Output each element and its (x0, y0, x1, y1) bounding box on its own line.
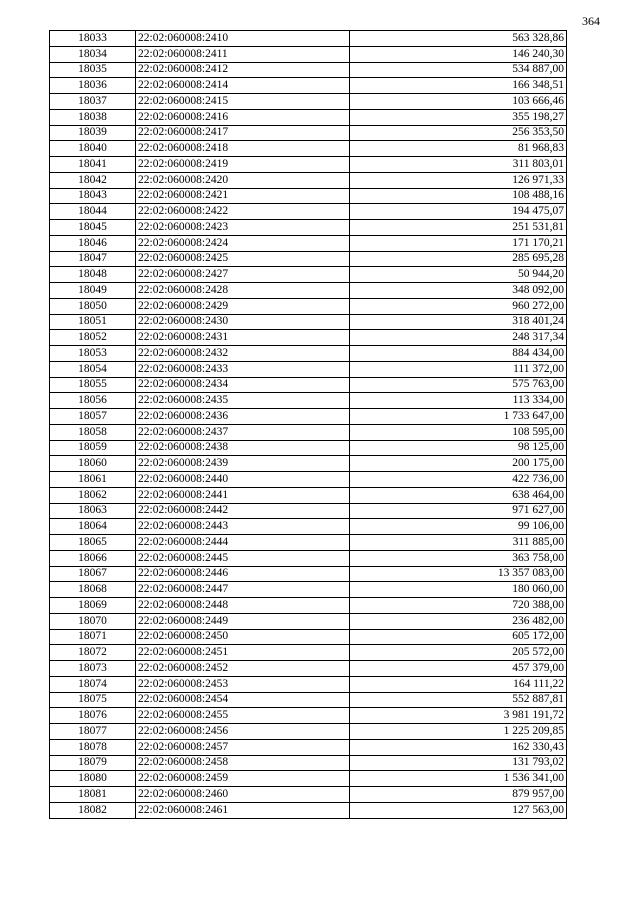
cadastral-value-cell: 1 536 341,00 (350, 771, 567, 787)
cadastral-number-cell: 22:02:060008:2446 (136, 566, 350, 582)
table-row (50, 456, 567, 472)
table-row (50, 141, 567, 157)
cadastral-value-cell: 638 464,00 (350, 487, 567, 503)
cadastral-value-cell: 1 225 209,85 (350, 724, 567, 740)
cadastral-number-cell: 22:02:060008:2411 (136, 46, 350, 62)
table-row (50, 46, 567, 62)
table-row (50, 235, 567, 251)
row-number-cell: 18035 (50, 62, 136, 78)
table-row (50, 377, 567, 393)
row-number-cell: 18050 (50, 298, 136, 314)
cadastral-value-cell: 108 595,00 (350, 424, 567, 440)
cadastral-number-cell: 22:02:060008:2424 (136, 235, 350, 251)
table-row (50, 755, 567, 771)
cadastral-value-cell: 13 357 083,00 (350, 566, 567, 582)
row-number-cell: 18049 (50, 283, 136, 299)
cadastral-value-cell: 256 353,50 (350, 125, 567, 141)
row-number-cell: 18066 (50, 550, 136, 566)
cadastral-number-cell: 22:02:060008:2450 (136, 629, 350, 645)
row-number-cell: 18055 (50, 377, 136, 393)
table-row (50, 330, 567, 346)
row-number-cell: 18045 (50, 220, 136, 236)
cadastral-number-cell: 22:02:060008:2452 (136, 661, 350, 677)
cadastral-number-cell: 22:02:060008:2459 (136, 771, 350, 787)
cadastral-number-cell: 22:02:060008:2427 (136, 267, 350, 283)
cadastral-number-cell: 22:02:060008:2455 (136, 708, 350, 724)
cadastral-value-cell: 355 198,27 (350, 109, 567, 125)
row-number-cell: 18058 (50, 424, 136, 440)
row-number-cell: 18044 (50, 204, 136, 220)
row-number-cell: 18046 (50, 235, 136, 251)
cadastral-number-cell: 22:02:060008:2438 (136, 440, 350, 456)
cadastral-number-cell: 22:02:060008:2460 (136, 787, 350, 803)
table-row (50, 708, 567, 724)
table-row (50, 613, 567, 629)
cadastral-number-cell: 22:02:060008:2436 (136, 409, 350, 425)
row-number-cell: 18064 (50, 519, 136, 535)
cadastral-value-cell: 131 793,02 (350, 755, 567, 771)
table-row (50, 724, 567, 740)
table-row (50, 550, 567, 566)
table-row (50, 109, 567, 125)
table-row (50, 472, 567, 488)
row-number-cell: 18054 (50, 361, 136, 377)
table-row (50, 62, 567, 78)
row-number-cell: 18040 (50, 141, 136, 157)
table-row (50, 346, 567, 362)
row-number-cell: 18039 (50, 125, 136, 141)
row-number-cell: 18062 (50, 487, 136, 503)
row-number-cell: 18073 (50, 661, 136, 677)
row-number-cell: 18082 (50, 802, 136, 818)
table-body (50, 31, 567, 819)
cadastral-number-cell: 22:02:060008:2454 (136, 692, 350, 708)
row-number-cell: 18041 (50, 157, 136, 173)
cadastral-value-cell: 575 763,00 (350, 377, 567, 393)
cadastral-value-cell: 248 317,34 (350, 330, 567, 346)
cadastral-number-cell: 22:02:060008:2447 (136, 582, 350, 598)
cadastral-number-cell: 22:02:060008:2423 (136, 220, 350, 236)
table-row (50, 78, 567, 94)
table-row (50, 393, 567, 409)
row-number-cell: 18075 (50, 692, 136, 708)
table-row (50, 787, 567, 803)
table-row (50, 298, 567, 314)
cadastral-value-cell: 879 957,00 (350, 787, 567, 803)
cadastral-number-cell: 22:02:060008:2412 (136, 62, 350, 78)
cadastral-number-cell: 22:02:060008:2425 (136, 251, 350, 267)
row-number-cell: 18043 (50, 188, 136, 204)
cadastral-value-cell: 311 885,00 (350, 535, 567, 551)
cadastral-value-cell: 363 758,00 (350, 550, 567, 566)
cadastral-number-cell: 22:02:060008:2439 (136, 456, 350, 472)
row-number-cell: 18074 (50, 676, 136, 692)
row-number-cell: 18052 (50, 330, 136, 346)
row-number-cell: 18034 (50, 46, 136, 62)
row-number-cell: 18056 (50, 393, 136, 409)
table-row (50, 125, 567, 141)
cadastral-number-cell: 22:02:060008:2456 (136, 724, 350, 740)
cadastral-number-cell: 22:02:060008:2433 (136, 361, 350, 377)
cadastral-number-cell: 22:02:060008:2441 (136, 487, 350, 503)
row-number-cell: 18059 (50, 440, 136, 456)
table-row (50, 692, 567, 708)
cadastral-number-cell: 22:02:060008:2440 (136, 472, 350, 488)
table-row (50, 409, 567, 425)
row-number-cell: 18081 (50, 787, 136, 803)
cadastral-value-cell: 457 379,00 (350, 661, 567, 677)
table-row (50, 802, 567, 818)
table-row (50, 535, 567, 551)
cadastral-number-cell: 22:02:060008:2422 (136, 204, 350, 220)
table-row (50, 566, 567, 582)
cadastral-value-table (49, 30, 567, 819)
cadastral-number-cell: 22:02:060008:2429 (136, 298, 350, 314)
cadastral-value-cell: 1 733 647,00 (350, 409, 567, 425)
row-number-cell: 18057 (50, 409, 136, 425)
cadastral-value-cell: 164 111,22 (350, 676, 567, 692)
row-number-cell: 18033 (50, 31, 136, 47)
row-number-cell: 18077 (50, 724, 136, 740)
cadastral-value-cell: 605 172,00 (350, 629, 567, 645)
table-row (50, 519, 567, 535)
table-row (50, 314, 567, 330)
table-row (50, 188, 567, 204)
table-row (50, 503, 567, 519)
cadastral-number-cell: 22:02:060008:2432 (136, 346, 350, 362)
row-number-cell: 18065 (50, 535, 136, 551)
cadastral-value-cell: 113 334,00 (350, 393, 567, 409)
cadastral-value-cell: 171 170,21 (350, 235, 567, 251)
table-row (50, 220, 567, 236)
row-number-cell: 18053 (50, 346, 136, 362)
table-row (50, 172, 567, 188)
table-row (50, 487, 567, 503)
row-number-cell: 18036 (50, 78, 136, 94)
cadastral-number-cell: 22:02:060008:2434 (136, 377, 350, 393)
cadastral-value-cell: 251 531,81 (350, 220, 567, 236)
row-number-cell: 18061 (50, 472, 136, 488)
row-number-cell: 18068 (50, 582, 136, 598)
cadastral-number-cell: 22:02:060008:2420 (136, 172, 350, 188)
table-row (50, 582, 567, 598)
cadastral-value-cell: 111 372,00 (350, 361, 567, 377)
cadastral-number-cell: 22:02:060008:2457 (136, 739, 350, 755)
row-number-cell: 18063 (50, 503, 136, 519)
cadastral-number-cell: 22:02:060008:2417 (136, 125, 350, 141)
row-number-cell: 18047 (50, 251, 136, 267)
cadastral-number-cell: 22:02:060008:2461 (136, 802, 350, 818)
table-row (50, 267, 567, 283)
cadastral-value-cell: 971 627,00 (350, 503, 567, 519)
table-row (50, 94, 567, 110)
cadastral-value-cell: 311 803,01 (350, 157, 567, 173)
row-number-cell: 18051 (50, 314, 136, 330)
row-number-cell: 18071 (50, 629, 136, 645)
table-row (50, 739, 567, 755)
cadastral-value-cell: 720 388,00 (350, 598, 567, 614)
row-number-cell: 18072 (50, 645, 136, 661)
table-row (50, 771, 567, 787)
cadastral-value-cell: 162 330,43 (350, 739, 567, 755)
cadastral-number-cell: 22:02:060008:2419 (136, 157, 350, 173)
cadastral-value-cell: 884 434,00 (350, 346, 567, 362)
cadastral-value-cell: 205 572,00 (350, 645, 567, 661)
cadastral-value-cell: 348 092,00 (350, 283, 567, 299)
table-row (50, 629, 567, 645)
row-number-cell: 18037 (50, 94, 136, 110)
table-row (50, 157, 567, 173)
cadastral-value-cell: 50 944,20 (350, 267, 567, 283)
page-number: 364 (582, 14, 600, 28)
cadastral-number-cell: 22:02:060008:2415 (136, 94, 350, 110)
cadastral-value-cell: 534 887,00 (350, 62, 567, 78)
cadastral-value-cell: 126 971,33 (350, 172, 567, 188)
cadastral-number-cell: 22:02:060008:2449 (136, 613, 350, 629)
row-number-cell: 18038 (50, 109, 136, 125)
row-number-cell: 18042 (50, 172, 136, 188)
table-row (50, 204, 567, 220)
table-row (50, 661, 567, 677)
row-number-cell: 18080 (50, 771, 136, 787)
cadastral-number-cell: 22:02:060008:2453 (136, 676, 350, 692)
cadastral-number-cell: 22:02:060008:2443 (136, 519, 350, 535)
cadastral-number-cell: 22:02:060008:2431 (136, 330, 350, 346)
table-row (50, 361, 567, 377)
cadastral-value-cell: 81 968,83 (350, 141, 567, 157)
cadastral-number-cell: 22:02:060008:2448 (136, 598, 350, 614)
cadastral-value-cell: 422 736,00 (350, 472, 567, 488)
cadastral-number-cell: 22:02:060008:2451 (136, 645, 350, 661)
row-number-cell: 18060 (50, 456, 136, 472)
cadastral-value-cell: 127 563,00 (350, 802, 567, 818)
cadastral-value-cell: 318 401,24 (350, 314, 567, 330)
cadastral-number-cell: 22:02:060008:2428 (136, 283, 350, 299)
row-number-cell: 18048 (50, 267, 136, 283)
table-row (50, 598, 567, 614)
cadastral-value-cell: 194 475,07 (350, 204, 567, 220)
cadastral-value-cell: 552 887,81 (350, 692, 567, 708)
table-row (50, 424, 567, 440)
cadastral-number-cell: 22:02:060008:2418 (136, 141, 350, 157)
cadastral-value-cell: 99 106,00 (350, 519, 567, 535)
cadastral-value-cell: 200 175,00 (350, 456, 567, 472)
row-number-cell: 18067 (50, 566, 136, 582)
cadastral-value-cell: 960 272,00 (350, 298, 567, 314)
cadastral-number-cell: 22:02:060008:2444 (136, 535, 350, 551)
row-number-cell: 18076 (50, 708, 136, 724)
cadastral-value-cell: 3 981 191,72 (350, 708, 567, 724)
row-number-cell: 18079 (50, 755, 136, 771)
cadastral-number-cell: 22:02:060008:2437 (136, 424, 350, 440)
row-number-cell: 18070 (50, 613, 136, 629)
row-number-cell: 18078 (50, 739, 136, 755)
cadastral-value-cell: 98 125,00 (350, 440, 567, 456)
cadastral-value-cell: 563 328,86 (350, 31, 567, 47)
cadastral-value-cell: 236 482,00 (350, 613, 567, 629)
cadastral-value-cell: 146 240,30 (350, 46, 567, 62)
table-row (50, 676, 567, 692)
table-row (50, 251, 567, 267)
cadastral-number-cell: 22:02:060008:2414 (136, 78, 350, 94)
cadastral-number-cell: 22:02:060008:2410 (136, 31, 350, 47)
cadastral-number-cell: 22:02:060008:2435 (136, 393, 350, 409)
cadastral-number-cell: 22:02:060008:2458 (136, 755, 350, 771)
cadastral-value-cell: 108 488,16 (350, 188, 567, 204)
cadastral-value-cell: 285 695,28 (350, 251, 567, 267)
row-number-cell: 18069 (50, 598, 136, 614)
cadastral-number-cell: 22:02:060008:2430 (136, 314, 350, 330)
cadastral-number-cell: 22:02:060008:2421 (136, 188, 350, 204)
cadastral-number-cell: 22:02:060008:2442 (136, 503, 350, 519)
table-row (50, 645, 567, 661)
cadastral-number-cell: 22:02:060008:2445 (136, 550, 350, 566)
table-row (50, 31, 567, 47)
cadastral-value-cell: 180 060,00 (350, 582, 567, 598)
cadastral-value-cell: 166 348,51 (350, 78, 567, 94)
table-row (50, 440, 567, 456)
cadastral-number-cell: 22:02:060008:2416 (136, 109, 350, 125)
table-row (50, 283, 567, 299)
cadastral-value-cell: 103 666,46 (350, 94, 567, 110)
